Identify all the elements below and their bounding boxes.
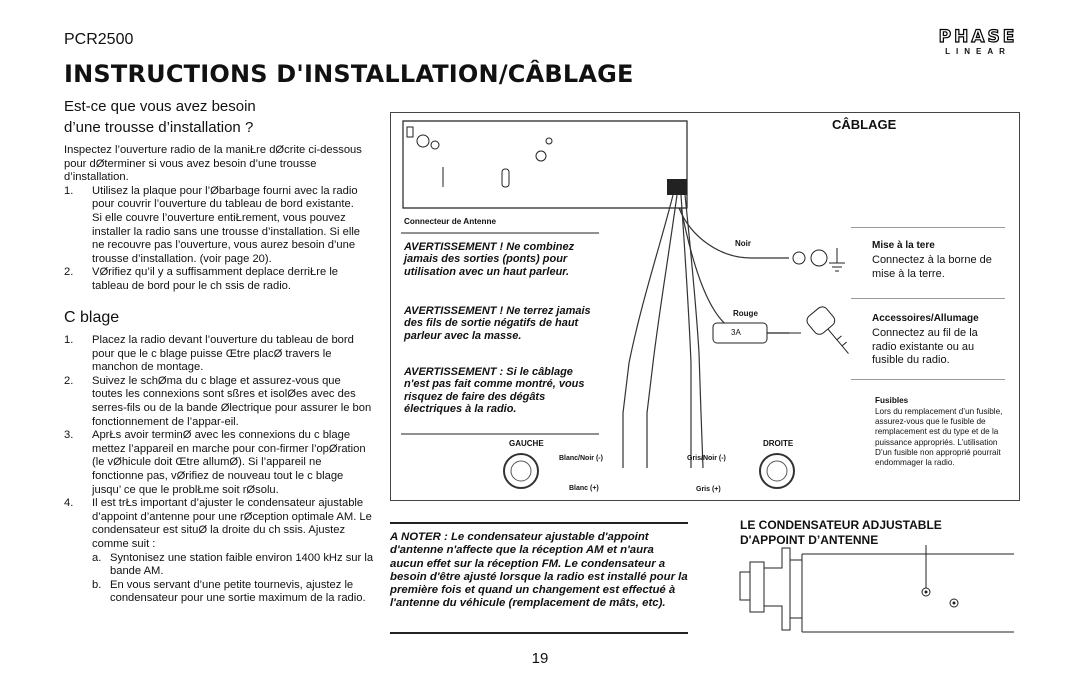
install-kit-body	[64, 144, 364, 294]
diagram-title: CÂBLAGE	[832, 117, 897, 132]
item-number: 3.	[64, 429, 74, 442]
wire-label-rouge: Rouge	[733, 309, 758, 318]
item-number: 2.	[64, 374, 74, 387]
cablage-item-2	[64, 375, 374, 429]
fuse-title: Fusibles	[875, 396, 909, 405]
item-text: Utilisez la plaque pour l’Øbarbage fourni avec la radio pour couvrir l’ouverture du tableau de bord existante. Si elle couvre l’ouverture entiŁrement, vous pouvez installer la radio sans une trousse d’installation. Si elle ne recouvre pas l’ouverture, vous aurez besoin d’une trousse d’installation. (voir page 20).	[92, 184, 361, 265]
item-text: VØrifiez qu’il y a suffisamment deplace derriŁre le tableau de bord pour le ch ssis de radio.	[92, 266, 339, 292]
install-kit-intro: Inspectez l’ouverture radio de la maniŁre dØcrite ci-dessous pour dØterminer si vous avez besoin d’une trousse d’installation.	[64, 144, 362, 184]
chassis-hole	[417, 135, 429, 147]
cablage-sublist	[92, 552, 374, 606]
warning-2: AVERTISSEMENT ! Ne terrez jamais des fils de sortie négatifs de haut parleur avec la masse.	[404, 305, 591, 342]
adjustment-note: A NOTER : Le condensateur ajustable d'appoint d'antenne n'affecte que la réception AM et n'aura aucun effet sur la réception FM. Le condensateur a besoin d'être ajusté lorsque la radio est installé pour la première fois et quand un changement est effectué à l'antenne du véhicule (remplacement de mâts, etc).	[390, 531, 688, 610]
wire-label-blanc-noir: Blanc/Noir (-)	[559, 455, 603, 462]
logo-wordmark: PHASE	[938, 27, 1018, 47]
item-number: 2.	[64, 266, 74, 279]
ignition-key	[805, 304, 858, 361]
accessory-title: Accessoires/Allumage	[872, 313, 979, 324]
wire-label-blanc: Blanc (+)	[569, 485, 599, 492]
condenser-illustration	[734, 540, 1024, 640]
cablage-heading: C blage	[64, 309, 120, 326]
install-kit-heading-line1: Est-ce que vous avez besoin	[64, 98, 256, 115]
install-kit-heading-line2: d’une trousse d’installation ?	[64, 119, 254, 136]
cablage-subitem-a	[92, 552, 374, 579]
item-text: Placez la radio devant l’ouverture du tableau de bord pour que le c blage puisse Œtre placØ travers le manchon de montage.	[92, 334, 354, 374]
subitem-letter: a.	[92, 551, 102, 564]
wire-label-noir: Noir	[735, 239, 751, 248]
radio-chassis	[403, 121, 687, 208]
wire-label-gris-noir: Gris/Noir (-)	[687, 455, 726, 462]
ground-screw	[811, 250, 827, 266]
warning-3: AVERTISSEMENT : Si le câblage n'est pas fait comme montré, vous risquez de faire des dégâts électriques à la radio.	[404, 366, 585, 416]
wiring-diagram	[390, 112, 1020, 501]
speaker-left-cone	[511, 461, 531, 481]
ground-symbol	[829, 248, 845, 271]
item-text: AprŁs avoir terminØ avec les connexions du c blage mettez l’appareil en marche pour con-firmer l’opØration (le vØhicule doit Œtre allumØ). Si l’appareil ne fonctionne pas, vØrifiez de nouveau tout le c blage jusqu’ ce que le problŁme soit rØsolu.	[92, 429, 366, 496]
install-kit-item-1	[64, 185, 364, 267]
logo-subtext: LINEAR	[945, 47, 1011, 56]
speaker-right-cone	[767, 461, 787, 481]
cablage-list	[64, 334, 374, 606]
label-droite: DROITE	[763, 439, 794, 448]
ground-title: Mise à la tere	[872, 240, 935, 251]
condenser-title-line1: LE CONDENSATEUR ADJUSTABLE	[740, 518, 942, 532]
antenna-connector-label: Connecteur de Antenne	[404, 217, 497, 226]
item-number: 1.	[64, 334, 74, 346]
model-name: PCR2500	[64, 31, 134, 48]
chassis-hole	[536, 151, 546, 161]
wire-left-1	[623, 195, 673, 468]
cablage-body	[64, 334, 374, 606]
chassis-hole	[546, 138, 552, 144]
warning-1: AVERTISSEMENT ! Ne combinez jamais des sorties (ponts) pour utilisation avec un haut parleur.	[404, 241, 575, 278]
item-number: 4.	[64, 497, 74, 510]
wire-black	[679, 208, 789, 258]
brand-logo	[936, 29, 1020, 57]
item-text: Suivez le schØma du c blage et assurez-vous que toutes les connexions sont sßres et isolØes avec des serres-fils ou de la bande Ølectrique pour assurer le bon fonctionnement de l’appar-eil.	[92, 374, 372, 428]
subitem-letter: b.	[92, 578, 102, 591]
chassis-tab	[407, 127, 413, 137]
cablage-item-3	[64, 429, 374, 497]
wire-label-gris: Gris (+)	[696, 486, 721, 493]
page-title: INSTRUCTIONS D'INSTALLATION/CÂBLAGE	[64, 60, 634, 88]
install-kit-list	[64, 185, 364, 294]
chassis-hole	[431, 141, 439, 149]
label-gauche: GAUCHE	[509, 439, 544, 448]
harness-connector	[667, 179, 687, 195]
accessory-text: Connectez au fil de la radio existante ou au fusible du radio.	[872, 327, 978, 367]
ground-text: Connectez à la borne de mise à la terre.	[872, 254, 992, 280]
ground-ring	[793, 252, 805, 264]
item-number: 1.	[64, 184, 74, 197]
chassis-slot	[502, 169, 509, 187]
page-number: 19	[531, 650, 549, 667]
install-kit-item-2	[64, 266, 364, 293]
subitem-text: En vous servant d’une petite tournevis, ajustez le condensateur pour une sortie maximum de la radio.	[110, 578, 366, 605]
cablage-item-1	[64, 334, 374, 375]
fuse-text: Lors du remplacement d’un fusible, assurez-vous que le fusible de remplacement est du type et de la puissance appropriés. L’utilisation D’un fusible non approprié pourrait endommager la radio.	[875, 407, 1003, 468]
cablage-item-4	[64, 497, 374, 606]
subitem-text: Syntonisez une station faible environ 1400 kHz sur la bande AM.	[110, 551, 374, 578]
install-kit-heading	[64, 96, 256, 138]
condenser-title-line2: D'APPOINT D’ANTENNE	[740, 533, 879, 547]
fuse-value: 3A	[731, 328, 741, 337]
cablage-subitem-b	[92, 579, 374, 606]
item-text: Il est trŁs important d’ajuster le condensateur ajustable d’appoint d’antenne pour une rØception optimale AM. Le condensateur est situØ la droite du ch ssis. Ajustez comme suit :	[92, 497, 372, 550]
